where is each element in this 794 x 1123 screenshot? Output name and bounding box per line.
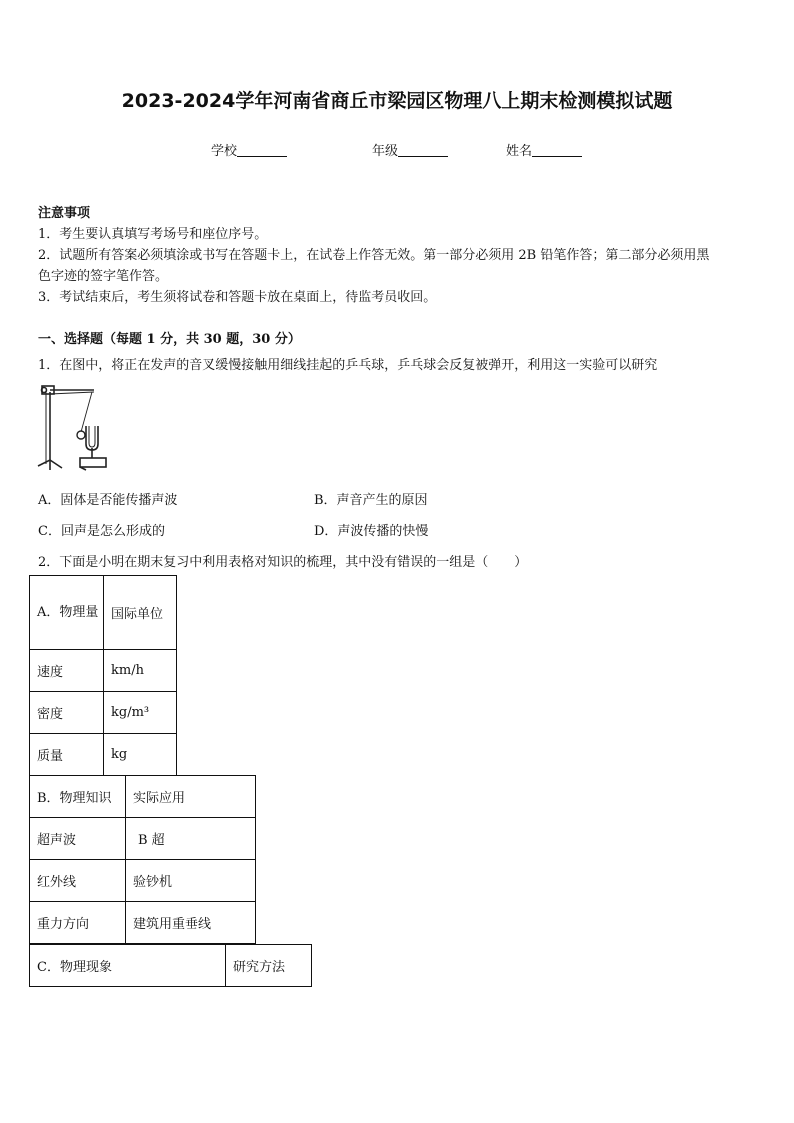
grade-blank bbox=[398, 143, 448, 157]
table-b-cell: 红外线 bbox=[30, 860, 126, 902]
table-a-cell: kg bbox=[104, 734, 177, 776]
table-b-cell: 重力方向 bbox=[30, 902, 126, 944]
name-field bbox=[506, 140, 582, 159]
table-a bbox=[29, 575, 177, 776]
table-a-header-unit: 国际单位 bbox=[104, 576, 177, 650]
school-field bbox=[211, 140, 287, 159]
notice-item-1: 1．考生要认真填写考场号和座位序号。 bbox=[38, 227, 268, 242]
grade-field bbox=[372, 140, 448, 159]
table-b-header-row bbox=[30, 776, 256, 818]
question-1-stem: 1．在图中，将正在发声的音叉缓慢接触用细线挂起的乒乓球，乒乓球会反复被弹开，利用这一实验可以研究 bbox=[38, 358, 658, 373]
option-a: A．固体是否能传播声波 bbox=[38, 493, 178, 508]
table-row bbox=[30, 860, 256, 902]
table-c-header-phenomenon: C．物理现象 bbox=[30, 945, 226, 987]
name-blank bbox=[532, 143, 582, 157]
table-b-header-application: 实际应用 bbox=[126, 776, 256, 818]
name-label: 姓名 bbox=[506, 144, 533, 159]
table-row bbox=[30, 902, 256, 944]
notice-item-2-cont: 色字迹的签字笔作答。 bbox=[38, 269, 169, 284]
option-c: C．回声是怎么形成的 bbox=[38, 524, 165, 539]
table-c bbox=[29, 944, 312, 987]
table-row bbox=[30, 692, 177, 734]
table-a-header-row bbox=[30, 576, 177, 650]
table-a-cell: 速度 bbox=[30, 650, 104, 692]
grade-label: 年级 bbox=[372, 144, 399, 159]
table-c-header-method: 研究方法 bbox=[226, 945, 312, 987]
section-heading: 一、选择题（每题 1 分，共 30 题，30 分） bbox=[38, 332, 301, 347]
table-a-cell: 质量 bbox=[30, 734, 104, 776]
school-label: 学校 bbox=[211, 144, 238, 159]
table-a-cell: km/h bbox=[104, 650, 177, 692]
option-d: D．声波传播的快慢 bbox=[314, 524, 429, 539]
table-a-cell: kg/m³ bbox=[104, 692, 177, 734]
table-b-cell: 建筑用重垂线 bbox=[126, 902, 256, 944]
table-b-cell: B 超 bbox=[126, 818, 256, 860]
table-row bbox=[30, 650, 177, 692]
table-a-header-quantity: A．物理量 bbox=[30, 576, 104, 650]
table-a-cell: 密度 bbox=[30, 692, 104, 734]
table-c-header-row bbox=[30, 945, 312, 987]
option-b: B．声音产生的原因 bbox=[314, 493, 428, 508]
table-b-header-knowledge: B．物理知识 bbox=[30, 776, 126, 818]
question-2-stem: 2．下面是小明在期末复习中利用表格对知识的梳理，其中没有错误的一组是（ ） bbox=[38, 555, 528, 570]
school-blank bbox=[237, 143, 287, 157]
table-b-cell: 验钞机 bbox=[126, 860, 256, 902]
tuning-fork-apparatus-figure bbox=[34, 380, 114, 475]
table-b-cell: 超声波 bbox=[30, 818, 126, 860]
table-b bbox=[29, 775, 256, 944]
notice-item-3: 3．考试结束后，考生须将试卷和答题卡放在桌面上，待监考员收回。 bbox=[38, 290, 437, 305]
notice-heading: 注意事项 bbox=[38, 206, 91, 221]
table-row bbox=[30, 818, 256, 860]
page-title: 2023-2024学年河南省商丘市梁园区物理八上期末检测模拟试题 bbox=[121, 90, 673, 112]
notice-item-2: 2．试题所有答案必须填涂或书写在答题卡上，在试卷上作答无效。第一部分必须用 2B 铅笔作答；第二部分必须用黑 bbox=[38, 248, 710, 263]
table-row bbox=[30, 734, 177, 776]
